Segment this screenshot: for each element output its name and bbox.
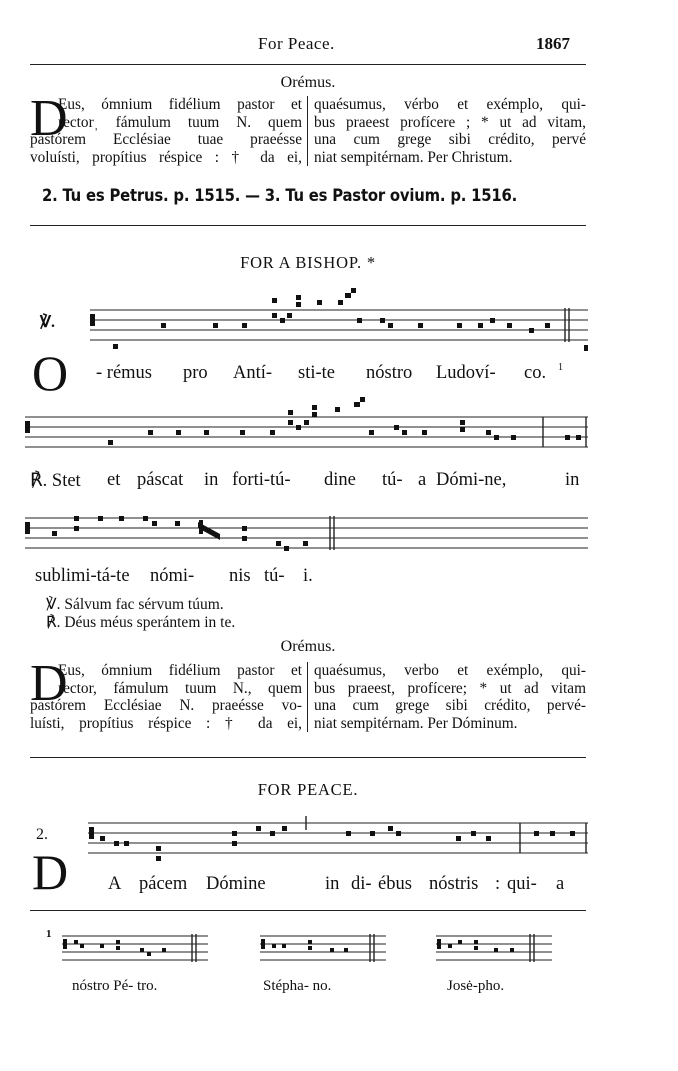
staff2-syllable: páscat bbox=[137, 470, 184, 490]
staff4-syllable: qui- bbox=[507, 874, 537, 894]
staff2-syllable: Dómi-ne, bbox=[436, 470, 507, 490]
staff1-syllable: sti-te bbox=[298, 363, 335, 383]
footnote-rule bbox=[30, 910, 586, 911]
staff2-syllable: tú- bbox=[382, 470, 403, 490]
staff2-syllable: in bbox=[565, 470, 580, 490]
prayer1-left-line: voluísti, propítius réspice : † da ei, bbox=[30, 148, 302, 166]
prayer1-left-line: Eus, ómnium fidélium pastor et bbox=[58, 96, 302, 113]
staff1-syllable: Ludoví- bbox=[436, 363, 496, 383]
prayer2-column-divider bbox=[307, 662, 308, 732]
section-rule-1 bbox=[30, 225, 586, 226]
prayer2-dropcap: D bbox=[30, 655, 68, 712]
prayer1-right-line: una cum grege sibi crédito, pervé bbox=[314, 131, 586, 148]
prayer1-right-column bbox=[314, 96, 586, 166]
staff1-syllable: nóstro bbox=[366, 363, 413, 383]
staff2-syllable: forti-tú- bbox=[232, 470, 291, 490]
staff3-syllable: tú- bbox=[264, 566, 285, 586]
staff3-syllable: i. bbox=[303, 566, 313, 586]
staff1-syllable: Antí- bbox=[233, 363, 273, 383]
prayer1-right-line: quaésumus, vérbo et exémplo, qui- bbox=[314, 96, 586, 113]
chant-number: 2. bbox=[36, 826, 48, 843]
prayer2-left-line: luísti, propítius réspice : † da ei, bbox=[30, 714, 302, 732]
footnote-variant: Stépha- no. bbox=[263, 978, 332, 994]
prayer2-left-line: rector, fámulum tuum N., quem bbox=[58, 679, 302, 697]
running-header-title: For Peace. bbox=[258, 34, 335, 53]
variant-staff-1 bbox=[60, 930, 210, 970]
staff2-syllable: et bbox=[107, 470, 121, 490]
chant-staff-1 bbox=[0, 280, 678, 370]
prayer1-dropcap: D bbox=[30, 90, 68, 147]
prayer2-right-line: bus praeest, profícere; * ut ad vitam bbox=[314, 679, 586, 697]
prayer2-right-line: niat sempitérnam. Per Dóminum. bbox=[314, 714, 518, 732]
staff4-syllable: ébus bbox=[378, 874, 412, 894]
prayer1-heading: Orémus. bbox=[280, 74, 336, 91]
staff1-syllable: pro bbox=[183, 363, 208, 383]
chant-staff-4 bbox=[0, 810, 678, 870]
footnote-mark-bottom: 1 bbox=[46, 928, 52, 940]
prayer1-right-line: bus praeest profícere ; * ut ad vitam, bbox=[314, 113, 586, 131]
peace-dropcap: D bbox=[32, 844, 69, 900]
staff2-syllable: in bbox=[204, 470, 219, 490]
staff4-syllable: di- bbox=[351, 874, 372, 894]
prayer1-right-line: niat sempitérnam. Per Christum. bbox=[314, 148, 513, 166]
prayer1-left-line: rectorˌ fámulum tuum N. quem bbox=[58, 113, 302, 131]
prayer2-right-column bbox=[314, 662, 586, 732]
prayer1-column-divider bbox=[307, 96, 308, 166]
chant-staff-2 bbox=[0, 395, 678, 470]
page-number: 1867 bbox=[536, 34, 570, 53]
staff3-syllable: nómi- bbox=[150, 566, 195, 586]
peace-heading: FOR PEACE. bbox=[257, 780, 359, 799]
staff1-syllable: - rémus bbox=[96, 363, 152, 383]
prayer2-right-line: una cum grege sibi crédito, pervé- bbox=[314, 697, 586, 714]
prayer1-left-column bbox=[30, 96, 302, 166]
response-text: ℟. Déus méus sperántem in te. bbox=[46, 614, 236, 631]
section-rule-2 bbox=[30, 757, 586, 758]
staff4-syllable: in bbox=[325, 874, 340, 894]
variant-staff-2 bbox=[258, 930, 388, 970]
header-rule bbox=[30, 64, 586, 65]
bishop-heading: FOR A BISHOP. * bbox=[240, 253, 376, 272]
prayer2-right-line: quaésumus, verbo et exémplo, qui- bbox=[314, 662, 586, 679]
staff3-syllable: nis bbox=[229, 566, 251, 586]
prayer2-left-line: pastórem Ecclésiae N. praeésse vo- bbox=[30, 697, 302, 714]
footnote-variant: nóstro Pé- tro. bbox=[72, 978, 158, 994]
chant-references: 2. Tu es Petrus. p. 1515. — 3. Tu es Pastor ovium. p. 1516. bbox=[42, 186, 518, 205]
prayer2-left-line: Eus, ómnium fidélium pastor et bbox=[58, 662, 302, 679]
staff2-syllable: a bbox=[418, 470, 427, 490]
staff4-syllable: Dómine bbox=[206, 874, 266, 894]
bishop-dropcap: O bbox=[32, 345, 69, 401]
prayer2-heading: Orémus. bbox=[280, 638, 336, 655]
staff4-syllable: A bbox=[108, 874, 122, 894]
chant-staff-3 bbox=[0, 498, 678, 568]
staff4-syllable: nóstris bbox=[429, 874, 479, 894]
staff3-syllable: sublimi-tá-te bbox=[35, 566, 130, 586]
footnote-variant: Josė-pho. bbox=[447, 978, 505, 994]
variant-staff-3 bbox=[434, 930, 554, 970]
footnote-mark: 1 bbox=[558, 362, 563, 373]
staff4-syllable: pácem bbox=[139, 874, 188, 894]
staff2-syllable: dine bbox=[324, 470, 356, 490]
staff1-syllable: co. bbox=[524, 363, 547, 383]
staff4-syllable: a bbox=[556, 874, 565, 894]
staff4-syllable: : bbox=[495, 874, 501, 894]
versicle-sign: ℣. bbox=[40, 314, 55, 331]
prayer2-left-column bbox=[30, 662, 302, 732]
versicle-text: ℣. Sálvum fac sérvum túum. bbox=[46, 596, 224, 613]
staff2-syllable: ℟. Stet bbox=[30, 471, 81, 491]
prayer1-left-line: pastórem Ecclésiae tuae praeésse bbox=[30, 131, 302, 148]
